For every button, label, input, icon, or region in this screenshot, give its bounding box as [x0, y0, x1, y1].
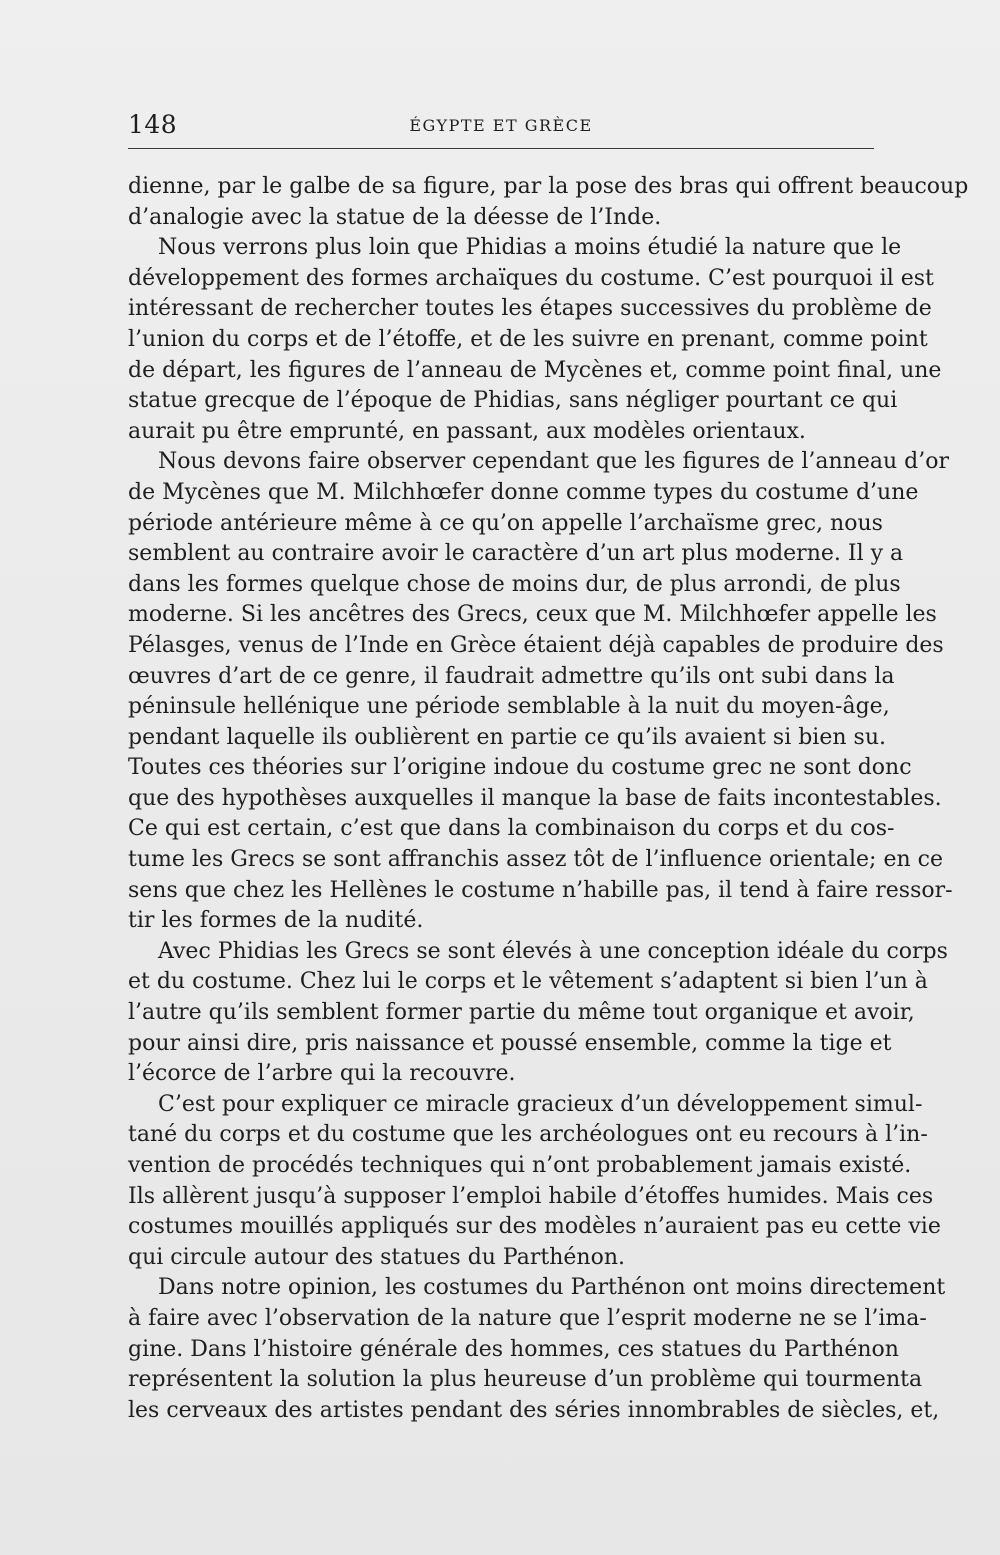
text-line: qui circule autour des statues du Parthénon.	[128, 1244, 625, 1270]
text-line: Nous verrons plus loin que Phidias a moins étudié la nature que le	[158, 235, 902, 261]
page-number: 148	[128, 110, 178, 139]
running-title: ÉGYPTE ET GRÈCE	[409, 116, 593, 135]
text-line: Ce qui est certain, c’est que dans la combinaison du corps et du cos-	[128, 816, 895, 842]
text-line: moderne. Si les ancêtres des Grecs, ceux que M. Milchhœfer appelle les	[128, 602, 937, 628]
text-line: Avec Phidias les Grecs se sont élevés à une conception idéale du corps	[158, 938, 948, 964]
text-line: dienne, par le galbe de sa figure, par la pose des bras qui offrent beaucoup	[128, 174, 969, 199]
text-line: Nous devons faire observer cependant que les figures de l’anneau d’or	[158, 449, 949, 475]
text-line: d’analogie avec la statue de la déesse de l’Inde.	[128, 204, 662, 230]
text-line: aurait pu être emprunté, en passant, aux modèles orientaux.	[128, 418, 806, 444]
text-line: développement des formes archaïques du costume. C’est pourquoi il est	[128, 265, 934, 291]
text-line: vention de procédés techniques qui n’ont probablement jamais existé.	[128, 1153, 912, 1178]
text-line: tume les Grecs se sont affranchis assez tôt de l’influence orientale; en ce	[128, 847, 943, 873]
text-line: gine. Dans l’histoire générale des hommes, ces statues du Parthénon	[128, 1336, 899, 1362]
text-line: période antérieure même à ce qu’on appelle l’archaïsme grec, nous	[128, 510, 883, 536]
text-line: Dans notre opinion, les costumes du Parthénon ont moins directement	[158, 1275, 946, 1301]
text-line: l’union du corps et de l’étoffe, et de les suivre en prenant, comme point	[128, 326, 928, 352]
text-line: l’écorce de l’arbre qui la recouvre.	[128, 1061, 516, 1087]
page-header	[128, 110, 874, 144]
text-line: pendant laquelle ils oublièrent en partie ce qu’ils avaient si bien su.	[128, 724, 886, 750]
text-line: intéressant de rechercher toutes les étapes successives du problème de	[128, 296, 932, 322]
text-line: et du costume. Chez lui le corps et le vêtement s’adaptent si bien l’un à	[128, 969, 928, 995]
text-line: tané du corps et du costume que les archéologues ont eu recours à l’in-	[128, 1122, 928, 1148]
text-line: Ils allèrent jusqu’à supposer l’emploi habile d’étoffes humides. Mais ces	[128, 1183, 934, 1209]
text-line: tir les formes de la nudité.	[128, 908, 424, 934]
header-rule	[128, 148, 874, 149]
text-line: à faire avec l’observation de la nature que l’esprit moderne ne se l’ima-	[128, 1305, 927, 1331]
text-line: l’autre qu’ils semblent former partie du même tout organique et avoir,	[128, 1000, 915, 1026]
text-line: Toutes ces théories sur l’origine indoue du costume grec ne sont donc	[128, 755, 912, 781]
text-line: pour ainsi dire, pris naissance et poussé ensemble, comme la tige et	[128, 1030, 892, 1056]
text-line: de Mycènes que M. Milchhœfer donne comme types du costume d’une	[128, 479, 919, 505]
text-line: représentent la solution la plus heureuse d’un problème qui tourmenta	[128, 1367, 923, 1393]
text-line: que des hypothèses auxquelles il manque la base de faits incontestables.	[128, 785, 942, 811]
text-line: de départ, les figures de l’anneau de Mycènes et, comme point final, une	[128, 357, 942, 383]
body-text	[128, 172, 969, 1426]
text-line: les cerveaux des artistes pendant des séries innombrables de siècles, et,	[128, 1397, 940, 1423]
text-line: dans les formes quelque chose de moins dur, de plus arrondi, de plus	[128, 571, 901, 597]
text-line: C’est pour expliquer ce miracle gracieux d’un développement simul-	[158, 1091, 923, 1117]
text-line: Pélasges, venus de l’Inde en Grèce étaient déjà capables de produire des	[128, 632, 944, 658]
text-line: œuvres d’art de ce genre, il faudrait admettre qu’ils ont subi dans la	[128, 663, 895, 689]
text-line: semblent au contraire avoir le caractère d’un art plus moderne. Il y a	[128, 541, 904, 567]
text-line: costumes mouillés appliqués sur des modèles n’auraient pas eu cette vie	[128, 1214, 941, 1240]
text-line: sens que chez les Hellènes le costume n’habille pas, il tend à faire ressor-	[128, 877, 953, 903]
text-line: péninsule hellénique une période semblable à la nuit du moyen-âge,	[128, 694, 890, 720]
text-line: statue grecque de l’époque de Phidias, sans négliger pourtant ce qui	[128, 388, 898, 414]
